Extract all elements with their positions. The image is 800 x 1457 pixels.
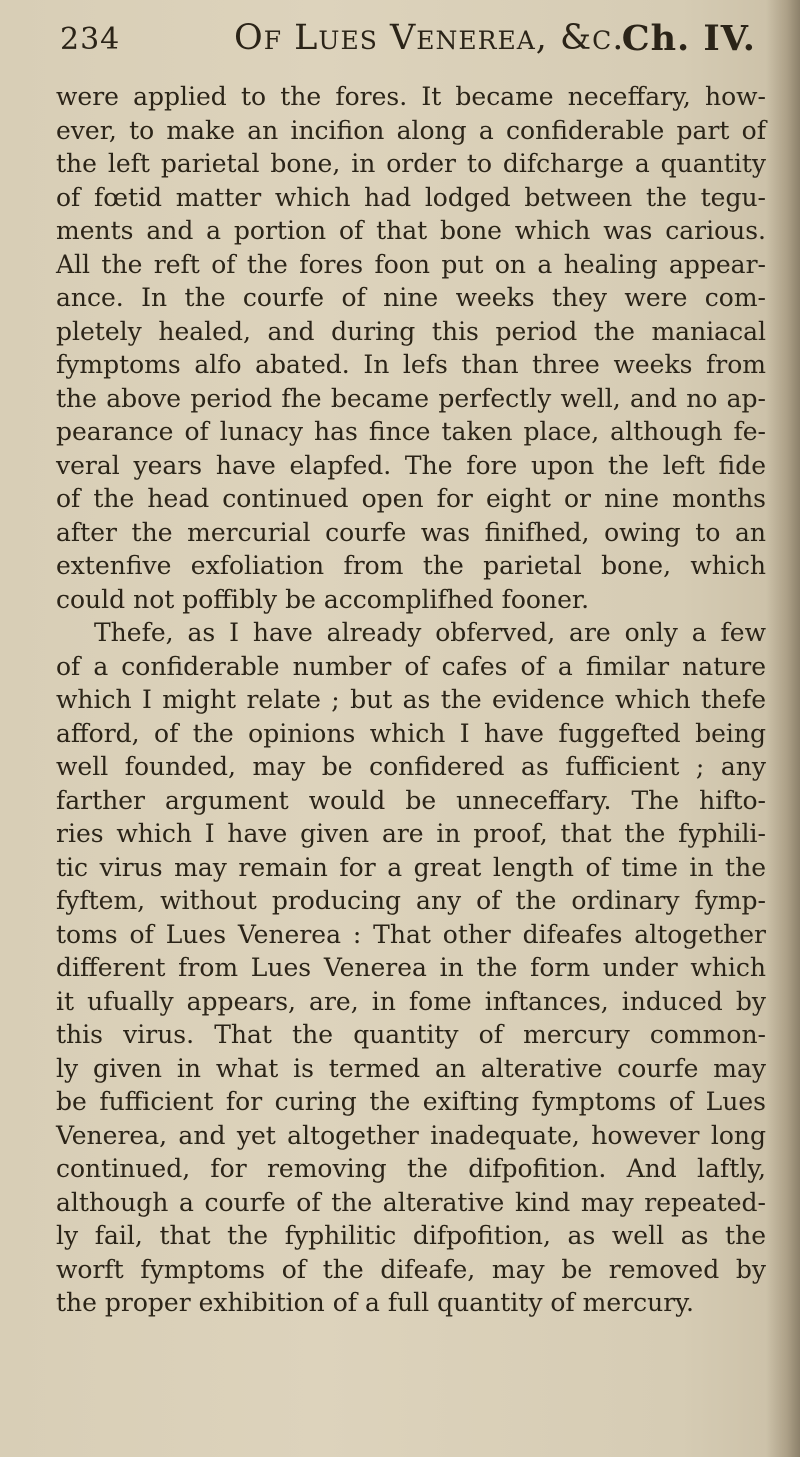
text-line: well founded, may be confidered as fufficient ; any <box>56 752 766 781</box>
text-line: different from Lues Venerea in the form under which <box>56 953 766 982</box>
text-line: extenfive exfoliation from the parietal bone, which <box>56 551 766 580</box>
text-line: All the reft of the fores foon put on a healing appear- <box>56 249 766 279</box>
text-line: afford, of the opinions which I have fuggefted being <box>56 718 766 748</box>
text-line: worft fymptoms of the difeafe, may be removed by <box>56 1254 766 1284</box>
text-line: which I might relate ; but as the evidence which thefe <box>56 685 766 714</box>
page-edge-shadow <box>766 0 800 1457</box>
text-line: although a courfe of the alterative kind may repeated- <box>56 1187 766 1217</box>
text-line: ly given in what is termed an alterative courfe may <box>56 1053 766 1083</box>
text-line: the left parietal bone, in order to difcharge a quantity <box>56 149 766 178</box>
text-line: after the mercurial courfe was finifhed, owing to an <box>56 517 766 547</box>
text-line: tic virus may remain for a great length of time in the <box>56 852 766 882</box>
page-number: 234 <box>60 22 121 57</box>
running-header <box>60 14 760 68</box>
running-title: Of Lues Venerea, &c. <box>234 18 625 58</box>
text-line: Thefe, as I have already obferved, are only a few <box>94 618 766 647</box>
text-line: it ufually appears, are, in fome inftances, induced by <box>56 986 766 1016</box>
text-line: fymptoms alfo abated. In lefs than three weeks from <box>56 350 766 379</box>
text-line: toms of Lues Venerea : That other difeafes altogether <box>56 919 766 949</box>
text-line: ance. In the courfe of nine weeks they were com- <box>56 283 766 312</box>
text-line: this virus. That the quantity of mercury common- <box>56 1020 766 1049</box>
body-text <box>56 80 766 1320</box>
text-line: Venerea, and yet altogether inadequate, however long <box>56 1120 766 1150</box>
text-line: continued, for removing the difpofition. And laftly, <box>56 1154 766 1183</box>
text-line: the above period fhe became perfectly well, and no ap- <box>56 383 766 413</box>
text-line: the proper exhibition of a full quantity of mercury. <box>56 1288 694 1317</box>
text-line: of fœtid matter which had lodged between the tegu- <box>56 182 766 212</box>
text-line: ly fail, that the fyphilitic difpofition, as well as the <box>56 1221 766 1250</box>
text-line: ments and a portion of that bone which was carious. <box>56 216 766 245</box>
text-line: of the head continued open for eight or nine months <box>56 484 766 513</box>
text-line: fyftem, without producing any of the ordinary fymp- <box>56 886 766 915</box>
text-line: could not poffibly be accomplifhed fooner. <box>56 584 590 614</box>
chapter-label: Ch. IV. <box>621 18 756 59</box>
text-line: farther argument would be unneceffary. The hifto- <box>56 785 766 815</box>
text-line: be fufficient for curing the exifting fymptoms of Lues <box>56 1087 766 1116</box>
text-line: pearance of lunacy has fince taken place, although fe- <box>56 417 766 446</box>
text-line: ever, to make an incifion along a confiderable part of <box>56 115 766 145</box>
text-line: ries which I have given are in proof, that the fyphili- <box>56 819 766 848</box>
text-line: veral years have elapfed. The fore upon the left fide <box>56 450 766 480</box>
text-line: pletely healed, and during this period the maniacal <box>56 316 766 346</box>
text-line: were applied to the fores. It became neceffary, how- <box>56 82 766 111</box>
text-line: of a confiderable number of cafes of a fimilar nature <box>56 651 766 681</box>
